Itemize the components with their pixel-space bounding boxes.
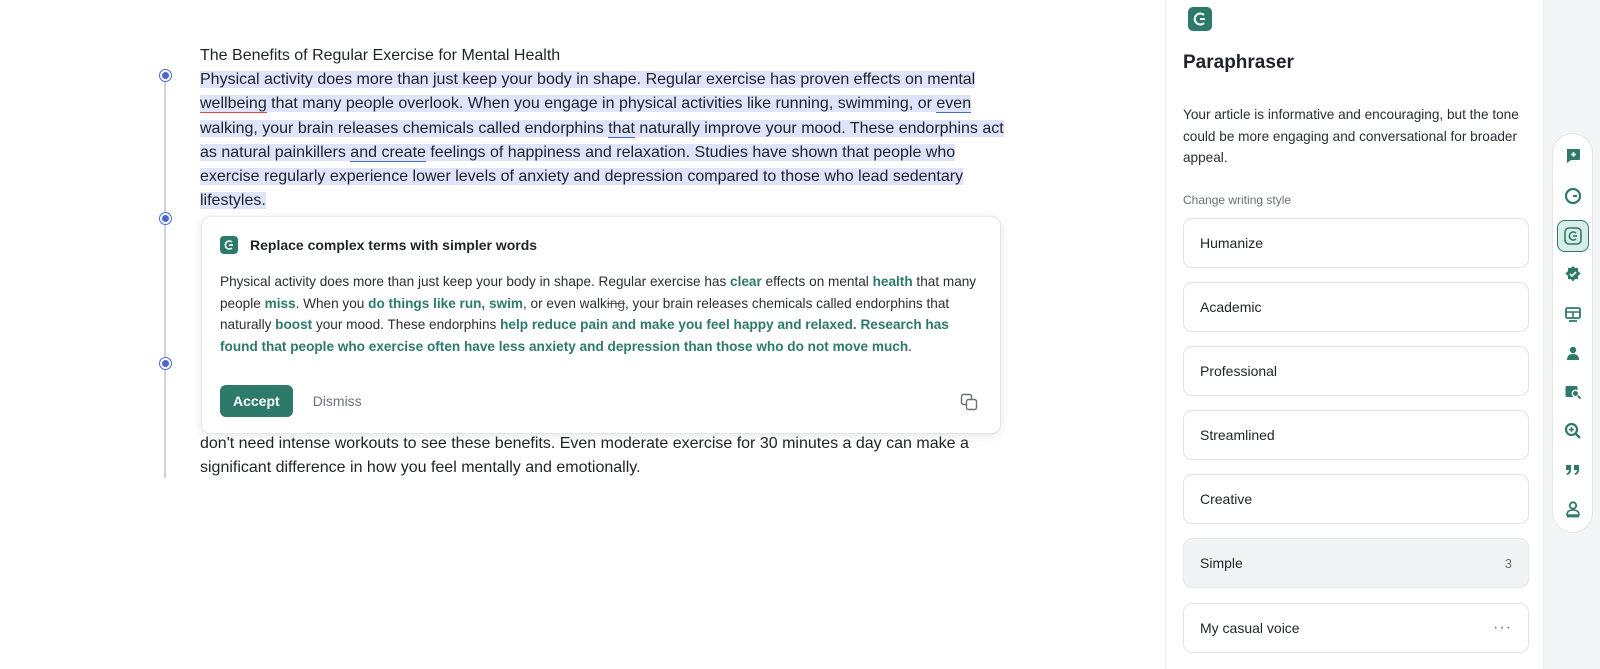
document-body[interactable] xyxy=(200,44,1010,213)
style-creative-button[interactable]: Creative xyxy=(1183,474,1529,524)
dismiss-button[interactable]: Dismiss xyxy=(312,393,362,409)
more-options-icon[interactable]: ··· xyxy=(1493,619,1512,636)
verified-badge-icon[interactable] xyxy=(1561,262,1585,286)
paraphraser-icon xyxy=(220,236,238,254)
profile-icon[interactable] xyxy=(1561,497,1585,521)
spelling-issue[interactable]: wellbeing xyxy=(200,95,267,113)
tool-rail-card xyxy=(1552,133,1593,533)
person-icon[interactable] xyxy=(1561,341,1585,365)
paragraph-after-popup[interactable]: don't need intense workouts to see these benefits. Even moderate exercise for 30 minutes a day can make a significant difference in how you feel mentally and emotionally. xyxy=(200,435,969,477)
marker-dot[interactable] xyxy=(160,358,171,369)
grammarly-icon[interactable] xyxy=(1561,184,1585,208)
copy-icon[interactable] xyxy=(960,393,978,411)
highlighted-text[interactable]: Physical activity does more than just keep your body in shape. Regular exercise has proven effects on mental wellbeing that many people overlook. When you engage in physical activities like running, swimming, or even walking, your brain releases chemicals called endorphins that naturally improve your mood. These endorphins act as natural painkillers and create feelings of happiness and relaxation. Studies have shown that people who exercise regularly experience lower levels of anxiety and depression compared to those who lead sedentary lifestyles. xyxy=(200,71,1004,210)
style-professional-button[interactable]: Professional xyxy=(1183,346,1529,396)
style-streamlined-button[interactable]: Streamlined xyxy=(1183,410,1529,460)
paraphraser-icon[interactable] xyxy=(1557,220,1589,252)
clarity-issue[interactable]: even xyxy=(936,95,972,113)
paraphraser-panel xyxy=(1165,0,1543,669)
layout-icon[interactable] xyxy=(1561,302,1585,326)
clarity-issue[interactable]: that xyxy=(608,119,635,137)
add-comment-icon[interactable] xyxy=(1561,144,1585,168)
accept-button[interactable]: Accept xyxy=(220,385,293,417)
style-casual-voice-button[interactable]: My casual voice ··· xyxy=(1183,603,1529,653)
marker-dot[interactable] xyxy=(160,213,171,224)
panel-title: Paraphraser xyxy=(1183,52,1294,73)
suggestion-count-badge: 3 xyxy=(1504,555,1512,571)
document-title[interactable]: The Benefits of Regular Exercise for Mental Health xyxy=(200,47,561,64)
marker-dot[interactable] xyxy=(160,70,171,81)
timeline-line xyxy=(164,76,166,478)
zoom-icon[interactable] xyxy=(1561,419,1585,443)
clarity-issue[interactable]: and create xyxy=(350,143,426,161)
paraphraser-logo-icon xyxy=(1188,7,1212,31)
suggestion-popup xyxy=(201,216,1001,434)
image-search-icon[interactable] xyxy=(1561,380,1585,404)
style-simple-button[interactable]: Simple 3 xyxy=(1183,538,1529,588)
quote-icon[interactable] xyxy=(1561,458,1585,482)
panel-description: Your article is informative and encouraging, but the tone could be more engaging and conversational for broader appeal. xyxy=(1183,107,1519,166)
style-humanize-button[interactable]: Humanize xyxy=(1183,218,1529,268)
style-academic-button[interactable]: Academic xyxy=(1183,282,1529,332)
popup-title: Replace complex terms with simpler words xyxy=(250,237,538,253)
tool-rail xyxy=(1543,0,1600,669)
paragraph-1[interactable] xyxy=(200,68,1010,213)
style-section-label: Change writing style xyxy=(1183,193,1292,207)
suggestion-text: Physical activity does more than just keep your body in shape. Regular exercise has clear effects on mental health that many people miss. When you do things like run, swim, or even walking, your brain releases chemicals called endorphins that naturally boost your mood. These endorphins help reduce pain and make you feel happy and relaxed. Research has found that people who exercise often have less anxiety and depression than those who do not move much. xyxy=(220,274,977,354)
